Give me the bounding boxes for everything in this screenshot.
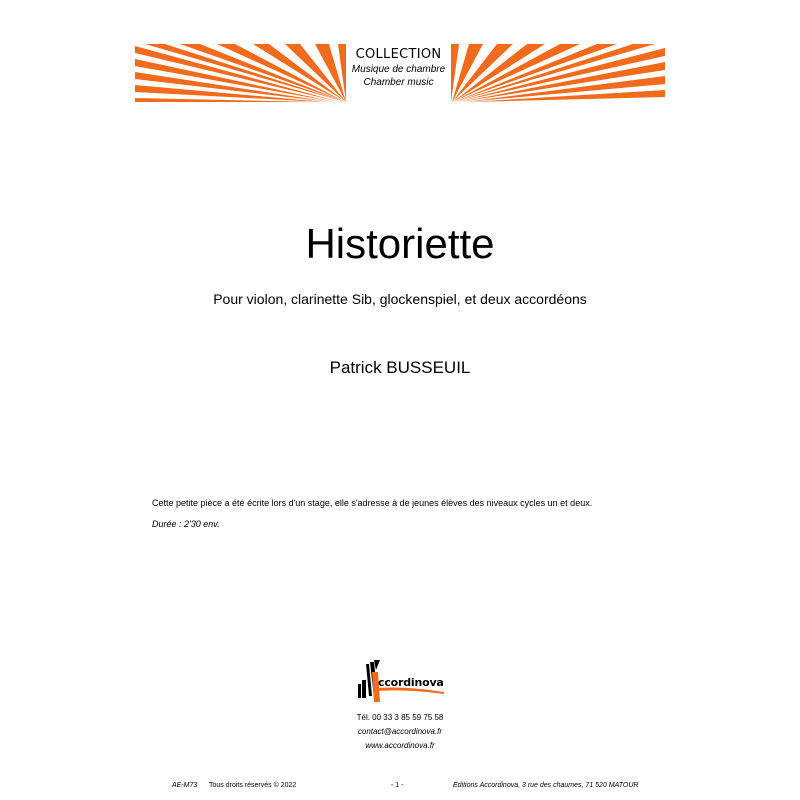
collection-banner	[135, 44, 665, 102]
publisher-phone: Tél. 00 33 3 85 59 75 58	[356, 713, 444, 722]
collection-subtitle-fr: Musique de chambre	[351, 64, 446, 75]
piece-description: Cette petite pièce a été écrite lors d'un stage, elle s'adresse à de jeunes élèves des niveaux cycles un et deux.	[152, 498, 593, 508]
publisher-email[interactable]: contact@accordinova.fr	[357, 727, 443, 736]
publisher-website[interactable]: www.accordinova.fr	[365, 741, 435, 750]
piece-duration: Durée : 2'30 env.	[152, 519, 220, 529]
footer-address: Editions Accordinova, 3 rue des chaumes, 71 520 MATOUR	[453, 782, 639, 789]
instrumentation: Pour violon, clarinette Sib, glockenspiel, et deux accordéons	[213, 291, 587, 307]
collection-label-box	[346, 44, 451, 102]
footer-catalog-ref: AE-M73	[172, 782, 198, 789]
collection-subtitle-en: Chamber music	[363, 77, 434, 88]
composer-name: Patrick BUSSEUIL	[329, 358, 471, 377]
footer-rights: Tous droits réservés © 2022	[209, 782, 297, 789]
collection-title: COLLECTION	[355, 47, 442, 62]
logo-wordmark: ccordinova	[378, 676, 444, 689]
piece-title: Historiette	[305, 220, 495, 267]
footer-page-number: - 1 -	[391, 782, 404, 789]
accordinova-logo	[356, 658, 446, 708]
